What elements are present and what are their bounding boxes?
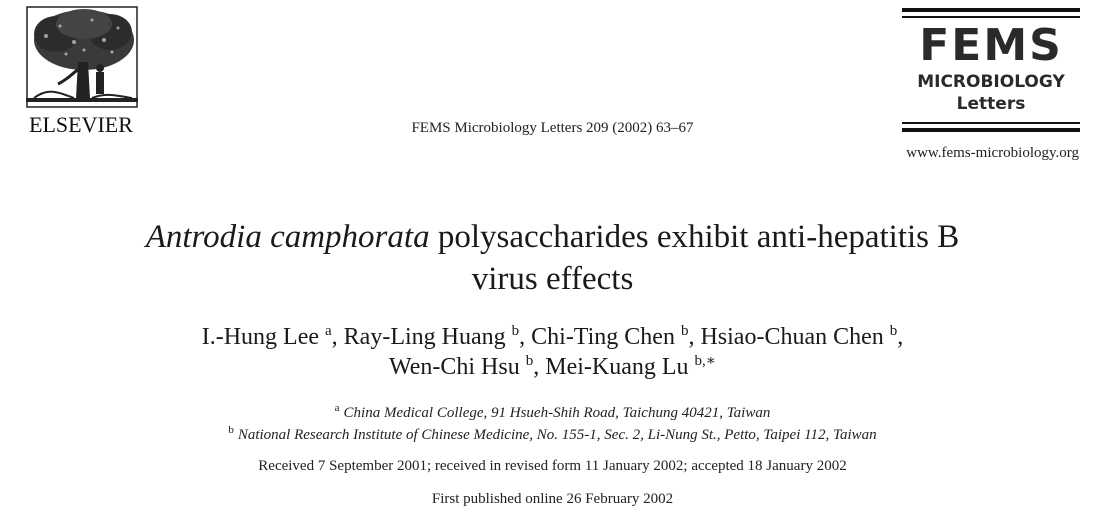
journal-reference: FEMS Microbiology Letters 209 (2002) 63–67 <box>411 120 694 136</box>
journal-website-link[interactable]: www.fems-microbiology.org <box>906 145 1079 161</box>
author-name: Ray-Ling Huang <box>343 324 506 350</box>
affiliation-text: China Medical College, 91 Hsueh-Shih Road, Taichung 40421, Taiwan <box>343 405 771 421</box>
author-affiliation-mark: b <box>525 353 534 369</box>
affiliation-item <box>60 424 1045 446</box>
author-separator: , <box>331 324 344 350</box>
fems-rule <box>902 122 1080 124</box>
affiliation-list <box>60 402 1045 446</box>
author-name: I.-Hung Lee <box>201 324 319 350</box>
elsevier-tree-icon <box>26 6 138 108</box>
corresponding-author-mark: b,∗ <box>694 353 716 369</box>
first-published-date: First published online 26 February 2002 <box>431 491 674 507</box>
author-name: Wen-Chi Hsu <box>389 354 520 380</box>
elsevier-wordmark: ELSEVIER <box>29 112 133 137</box>
elsevier-logo <box>22 6 140 137</box>
affiliation-mark: b <box>228 424 234 436</box>
author-name: Chi-Ting Chen <box>531 324 675 350</box>
fems-rule <box>902 128 1080 132</box>
author-affiliation-mark: b <box>889 323 898 339</box>
author-list <box>60 322 1045 382</box>
fems-logo-line3: Letters <box>956 94 1026 114</box>
fems-logo-line2: MICROBIOLOGY <box>917 72 1065 92</box>
title-line2: virus effects <box>471 261 634 297</box>
author-separator: , <box>897 324 904 350</box>
received-dates: Received 7 September 2001; received in revised form 11 January 2002; accepted 18 January 2002 <box>258 458 847 474</box>
affiliation-text: National Research Institute of Chinese Medicine, No. 155-1, Sec. 2, Li-Nung St., Petto, Taipei 112, Taiwan <box>237 427 877 443</box>
fems-logo <box>902 8 1080 134</box>
author-name: Hsiao-Chuan Chen <box>700 324 884 350</box>
title-italic: Antrodia camphorata <box>145 219 430 255</box>
author-name: Mei-Kuang Lu <box>545 354 689 380</box>
affiliation-mark: a <box>334 402 340 414</box>
author-separator: , <box>533 354 546 380</box>
title-rest: polysaccharides exhibit anti-hepatitis B <box>429 219 960 255</box>
fems-rule <box>902 8 1080 12</box>
author-separator: , <box>519 324 532 350</box>
fems-rule <box>902 16 1080 18</box>
article-title <box>60 216 1045 300</box>
author-affiliation-mark: b <box>511 323 520 339</box>
affiliation-item <box>60 402 1045 424</box>
author-affiliation-mark: a <box>325 323 332 339</box>
fems-logo-title: FEMS <box>919 20 1063 71</box>
author-affiliation-mark: b <box>680 323 689 339</box>
author-separator: , <box>688 324 701 350</box>
